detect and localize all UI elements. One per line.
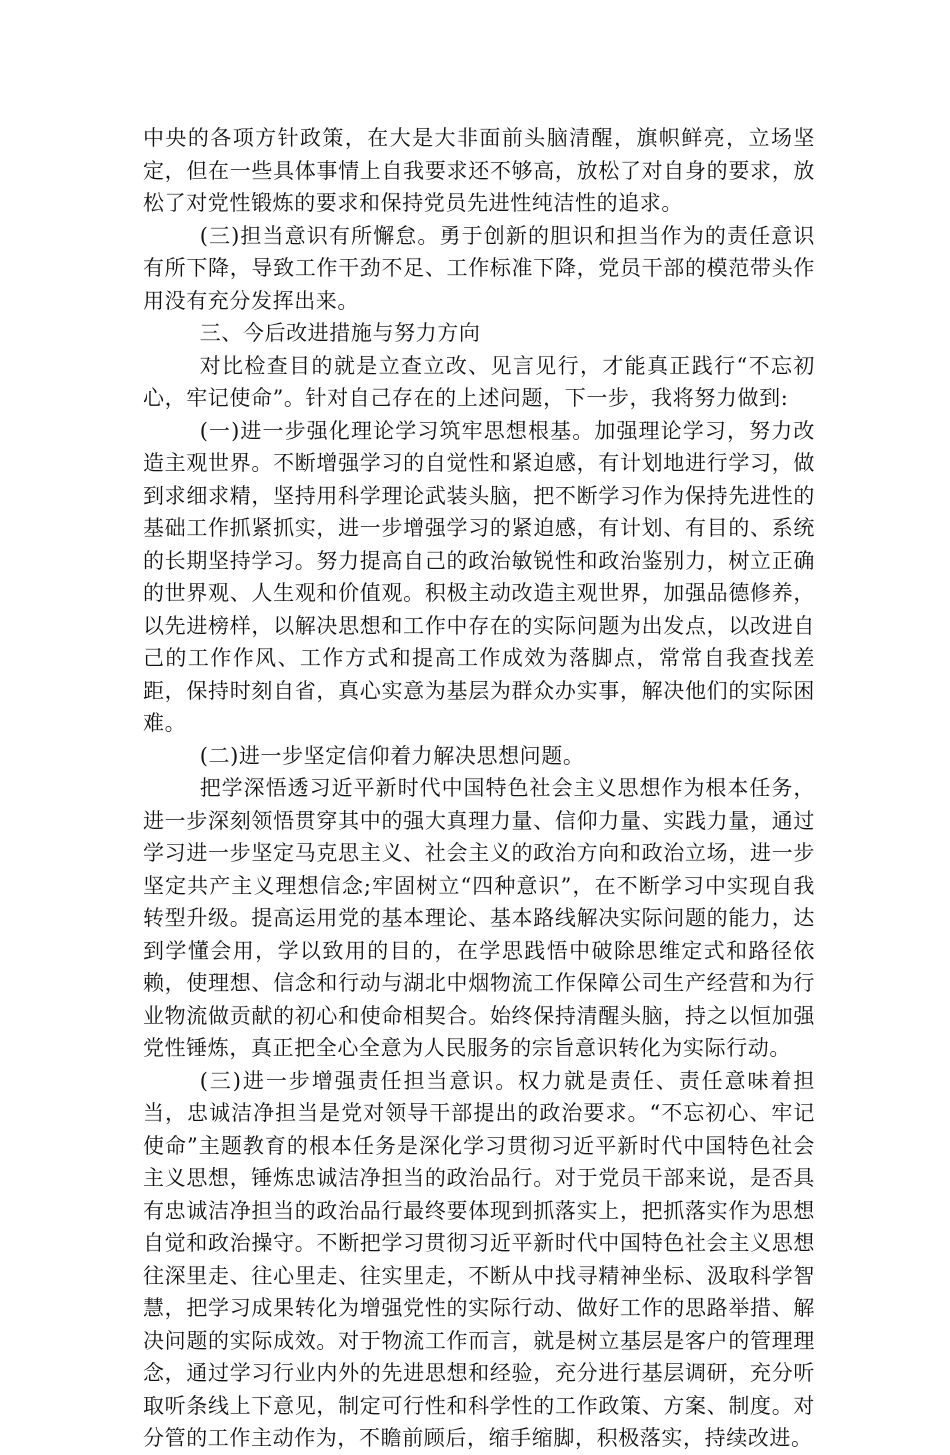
- paragraph-theory-study: (一)进一步强化理论学习筑牢思想根基。加强理论学习，努力改造主观世界。不断增强学习的自觉性和紧迫感，有计划地进行学习，做到求细求精，坚持用科学理论武装头脑，把不断学习作为保持先进性的基础工作抓紧抓实，进一步增强学习的紧迫感，有计划、有目的、系统的长期坚持学习。努力提高自己的政治敏锐性和政治鉴别力，树立正确的世界观、人生观和价值观。积极主动改造主观世界，加强品德修养，以先进榜样，以解决思想和工作中存在的实际问题为出发点，以改进自己的工作作风、工作方式和提高工作成效为落脚点，常常自我查找差距，保持时刻自省，真心实意为基层为群众办实事，解决他们的实际困难。: [143, 418, 815, 735]
- paragraph-study-thought: 把学深悟透习近平新时代中国特色社会主义思想作为根本任务，进一步深刻领悟贯穿其中的强大真理力量、信仰力量、实践力量，通过学习进一步坚定马克思主义、社会主义的政治方向和政治立场，进一步坚定共产主义理想信念;牢固树立“四种意识”，在不断学习中实现自我转型升级。提高运用党的基本理论、基本路线解决实际问题的能力，达到学懂会用，学以致用的目的，在学思践悟中破除思维定式和路径依赖，使理想、信念和行动与湖北中烟物流工作保障公司生产经营和为行业物流做贡献的初心和使命相契合。始终保持清醒头脑，持之以恒加强党性锤炼，真正把全心全意为人民服务的宗旨意识转化为实际行动。: [143, 776, 815, 1060]
- paragraph-heading-belief: (二)进一步坚定信仰着力解决思想问题。: [199, 743, 585, 768]
- document-body: [143, 122, 815, 1455]
- paragraph-continuation: 中央的各项方针政策，在大是大非面前头脑清醒，旗帜鲜亮，立场坚定，但在一些具体事情上自我要求还不够高，放松了对自身的要求，放松了对党性锻炼的要求和保持党员先进性纯洁性的追求。: [143, 126, 815, 215]
- paragraph-responsibility-awareness: (三)担当意识有所懈怠。勇于创新的胆识和担当作为的责任意识有所下降，导致工作干劲不足、工作标准下降，党员干部的模范带头作用没有充分发挥出来。: [143, 223, 815, 313]
- paragraph-responsibility-enhance: (三)进一步增强责任担当意识。权力就是责任、责任意味着担当，忠诚洁净担当是党对领导干部提出的政治要求。“不忘初心、牢记使命”主题教育的根本任务是深化学习贯彻习近平新时代中国特色社会主义思想，锤炼忠诚洁净担当的政治品行。对于党员干部来说，是否具有忠诚洁净担当的政治品行最终要体现到抓落实上，把抓落实作为思想自觉和政治操守。不断把学习贯彻习近平新时代中国特色社会主义思想往深里走、往心里走、往实里走，不断从中找寻精神坐标、汲取科学智慧，把学习成果转化为增强党性的实际行动、做好工作的思路举措、解决问题的实际成效。对于物流工作而言，就是树立基层是客户的管理理念，通过学习行业内外的先进思想和经验，充分进行基层调研，充分听取听条线上下意见，制定可行性和科学性的工作政策、方案、制度。对分管的工作主动作为，不瞻前顾后，缩手缩脚，积极落实，持续改进。: [143, 1068, 815, 1450]
- paragraph-comparison-check: 对比检查目的就是立查立改、见言见行，才能真正践行“不忘初心，牢记使命”。针对自己存在的上述问题，下一步，我将努力做到:: [143, 353, 815, 410]
- section-heading-improvement-measures: 三、今后改进措施与努力方向: [199, 321, 481, 345]
